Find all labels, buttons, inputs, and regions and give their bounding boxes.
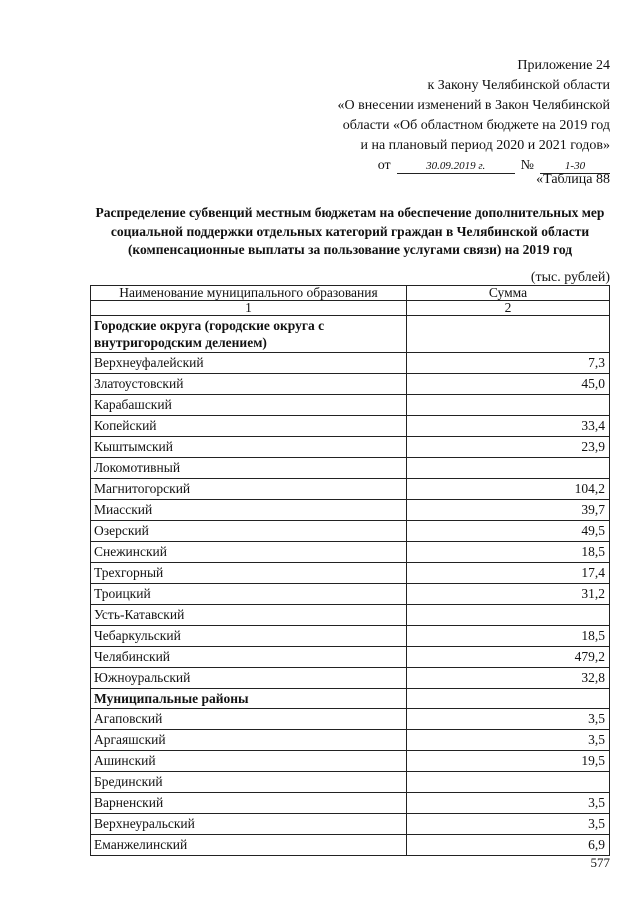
table-body xyxy=(91,316,610,856)
amount-cell: 6,9 xyxy=(406,835,609,856)
table-row xyxy=(91,772,610,793)
amount-cell xyxy=(406,316,609,353)
amount-cell: 104,2 xyxy=(406,479,609,500)
amount-cell: 17,4 xyxy=(406,563,609,584)
table-row xyxy=(91,479,610,500)
amount-cell xyxy=(406,458,609,479)
table-row xyxy=(91,647,610,668)
section-name: Городские округа (городские округа с внутригородским делением) xyxy=(91,316,407,353)
header-sum: Сумма xyxy=(406,286,609,301)
municipality-name: Копейский xyxy=(91,416,407,437)
amount-cell: 3,5 xyxy=(406,709,609,730)
municipality-name: Аргаяшский xyxy=(91,730,407,751)
subvention-table xyxy=(90,285,610,856)
amount-cell xyxy=(406,772,609,793)
municipality-name: Троицкий xyxy=(91,584,407,605)
appendix-line: области «Об областном бюджете на 2019 год xyxy=(342,118,610,133)
law-date: 30.09.2019 г. xyxy=(397,159,515,174)
table-row xyxy=(91,500,610,521)
amount-cell: 45,0 xyxy=(406,374,609,395)
appendix-line: Приложение 24 xyxy=(517,58,610,73)
municipality-name: Снежинский xyxy=(91,542,407,563)
amount-cell: 3,5 xyxy=(406,814,609,835)
municipality-name: Кыштымский xyxy=(91,437,407,458)
amount-cell: 19,5 xyxy=(406,751,609,772)
table-row xyxy=(91,542,610,563)
amount-cell: 33,4 xyxy=(406,416,609,437)
municipality-name: Еманжелинский xyxy=(91,835,407,856)
table-row xyxy=(91,395,610,416)
amount-cell: 32,8 xyxy=(406,668,609,689)
table-row xyxy=(91,353,610,374)
amount-cell: 7,3 xyxy=(406,353,609,374)
page-number: 577 xyxy=(590,855,610,870)
municipality-name: Ашинский xyxy=(91,751,407,772)
municipality-name: Верхнеуральский xyxy=(91,814,407,835)
municipality-name: Чебаркульский xyxy=(91,626,407,647)
table-row xyxy=(91,793,610,814)
table-row xyxy=(91,751,610,772)
table-row xyxy=(91,437,610,458)
municipality-name: Магнитогорский xyxy=(91,479,407,500)
amount-cell: 49,5 xyxy=(406,521,609,542)
table-row xyxy=(91,668,610,689)
table-row xyxy=(91,563,610,584)
table-row xyxy=(91,458,610,479)
table-row xyxy=(91,626,610,647)
table-row xyxy=(91,416,610,437)
amount-cell xyxy=(406,395,609,416)
from-label: от xyxy=(377,158,391,173)
amount-cell: 3,5 xyxy=(406,793,609,814)
number-label: № xyxy=(520,158,534,173)
municipality-name: Миасский xyxy=(91,500,407,521)
table-label: «Таблица 88 xyxy=(536,172,610,187)
amount-cell xyxy=(406,689,609,709)
table-row xyxy=(91,521,610,542)
appendix-line: «О внесении изменений в Закон Челябинской xyxy=(337,98,610,113)
amount-cell: 31,2 xyxy=(406,584,609,605)
municipality-name: Карабашский xyxy=(91,395,407,416)
table-row xyxy=(91,814,610,835)
header-name: Наименование муниципального образования xyxy=(91,286,407,301)
municipality-name: Верхнеуфалейский xyxy=(91,353,407,374)
header-number-2: 2 xyxy=(406,301,609,316)
municipality-name: Трехгорный xyxy=(91,563,407,584)
municipality-name: Южноуральский xyxy=(91,668,407,689)
appendix-header xyxy=(280,56,610,176)
law-number: 1-30 xyxy=(540,159,610,174)
appendix-line: и на плановый период 2020 и 2021 годов» xyxy=(360,138,610,153)
table-row xyxy=(91,374,610,395)
table-row xyxy=(91,584,610,605)
appendix-line: к Закону Челябинской области xyxy=(427,78,610,93)
table-header-row xyxy=(91,286,610,301)
municipality-name: Озерский xyxy=(91,521,407,542)
table-row xyxy=(91,709,610,730)
table-row xyxy=(91,835,610,856)
municipality-name: Агаповский xyxy=(91,709,407,730)
municipality-name: Локомотивный xyxy=(91,458,407,479)
municipality-name: Златоустовский xyxy=(91,374,407,395)
amount-cell: 18,5 xyxy=(406,542,609,563)
section-name: Муниципальные районы xyxy=(91,689,407,709)
amount-cell xyxy=(406,605,609,626)
units-label: (тыс. рублей) xyxy=(530,270,610,285)
amount-cell: 18,5 xyxy=(406,626,609,647)
amount-cell: 3,5 xyxy=(406,730,609,751)
municipality-name: Брединский xyxy=(91,772,407,793)
amount-cell: 39,7 xyxy=(406,500,609,521)
amount-cell: 23,9 xyxy=(406,437,609,458)
amount-cell: 479,2 xyxy=(406,647,609,668)
section-row xyxy=(91,689,610,709)
municipality-name: Челябинский xyxy=(91,647,407,668)
section-row xyxy=(91,316,610,353)
municipality-name: Усть-Катавский xyxy=(91,605,407,626)
municipality-name: Варненский xyxy=(91,793,407,814)
table-row xyxy=(91,605,610,626)
document-title: Распределение субвенций местным бюджетам на обеспечение дополнительных мер социальной поддержки отдельных категорий граждан в Челябинской области (компенсационные выплаты за пользование услугами связи) на 2019 год xyxy=(95,205,605,257)
header-number-1: 1 xyxy=(91,301,407,316)
table-header-number-row xyxy=(91,301,610,316)
table-row xyxy=(91,730,610,751)
